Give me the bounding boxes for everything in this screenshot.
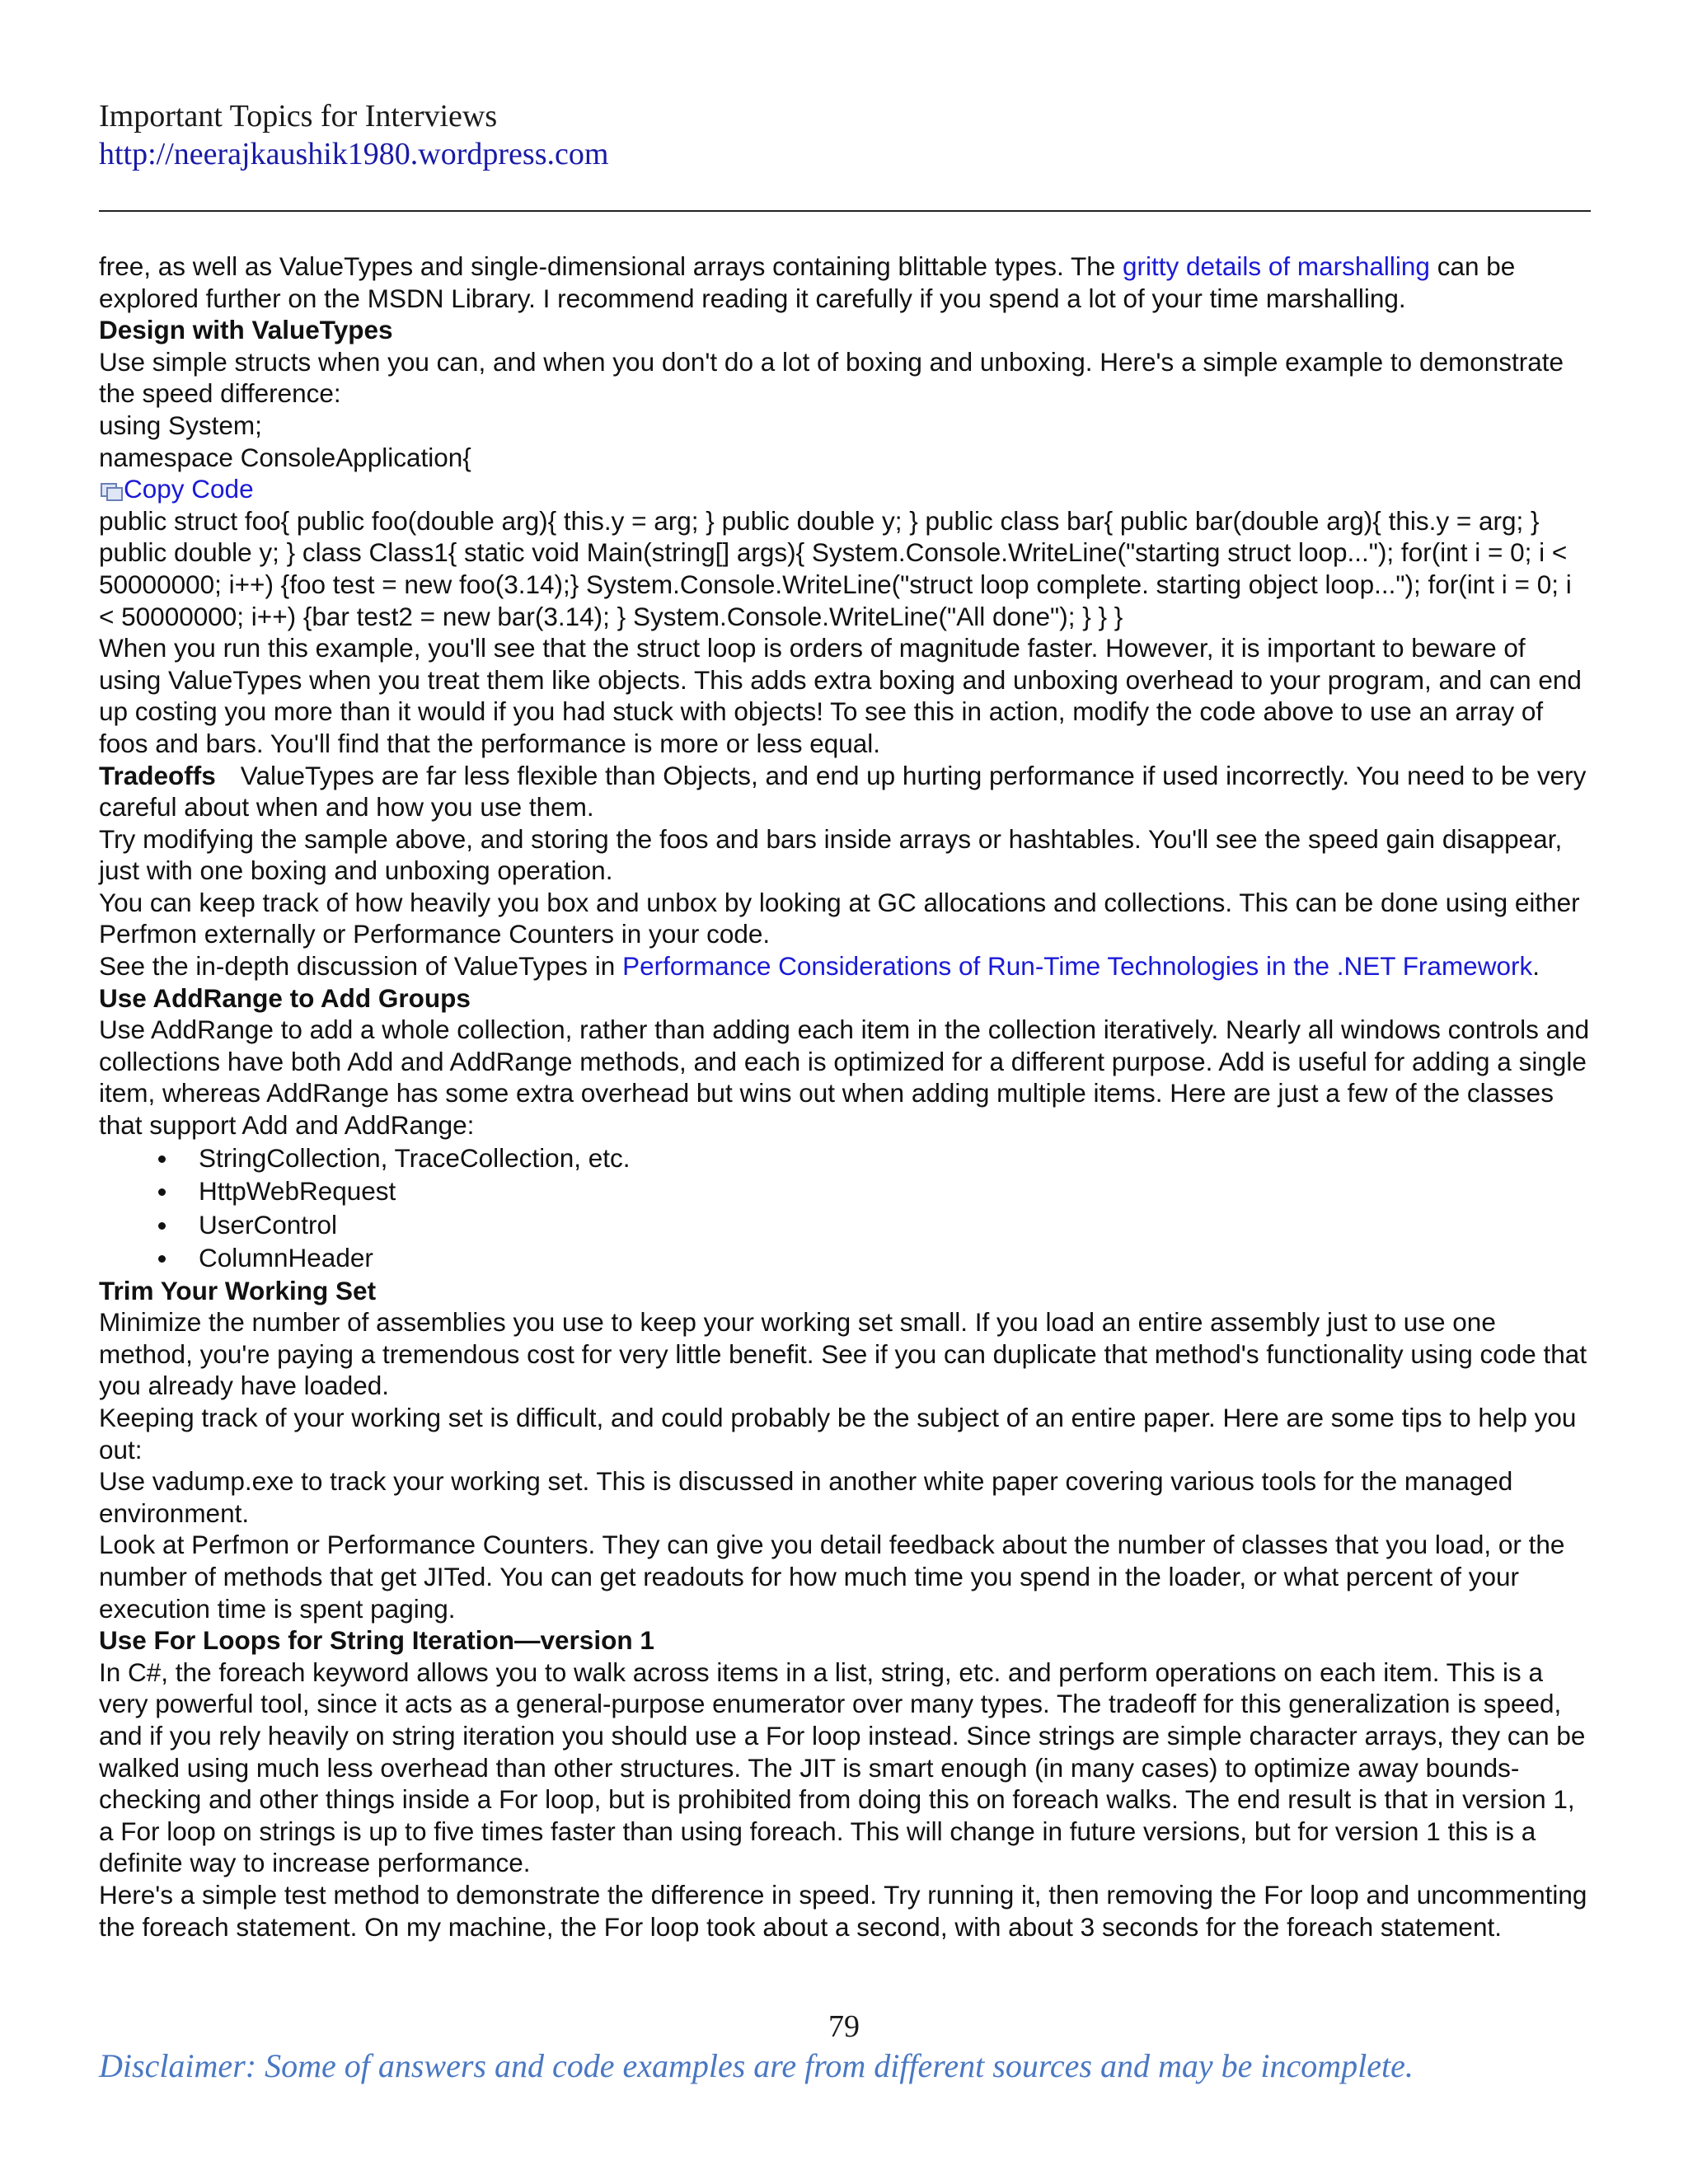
heading-design-with-valuetypes: Design with ValueTypes [99,315,393,345]
paragraph-structs: Use simple structs when you can, and when you don't do a lot of boxing and unboxing. Here's a simple example to demonstrate the speed difference: [99,346,1564,409]
heading-use-addrange: Use AddRange to Add Groups [99,982,471,1013]
copy-code-label: Copy Code [124,474,254,504]
document-body [99,251,1591,1943]
bullet-icon [158,1188,166,1196]
paragraph-tradeoffs: Tradeoffs ValueTypes are far less flexible than Objects, and end up hurting performance if used incorrectly. You need to be very careful about when and how you use them. [99,760,1587,823]
tradeoffs-label: Tradeoffs [99,760,216,790]
paragraph-keeping-track: Keeping track of your working set is difficult, and could probably be the subject of an entire paper. Here are some tips to help you out: [99,1403,1577,1465]
paragraph-foreach: In C#, the foreach keyword allows you to walk across items in a list, string, etc. and perform operations on each item. This is a very powerful tool, since it acts as a general-purpose enumerator over many types. The tradeoff for this generalization is speed, and if you rely heavily on string iteration you should use a For loop instead. Since strings are simple character arrays, they can be walked using much less overhead than other structures. The JIT is smart enough (in many cases) to optimize away bounds-checking and other things inside a For loop, but is prohibited from doing this on foreach walks. The end result is that in version 1, a For loop on strings is up to five times faster than using foreach. This will change in future versions, but for version 1 this is a definite way to increase performance. [99,1657,1586,1878]
code-namespace-line: namespace ConsoleApplication{ [99,442,471,472]
copy-code-button[interactable] [99,473,1591,505]
heading-for-loops: Use For Loops for String Iteration—version 1 [99,1625,654,1656]
paragraph-marshalling: free, as well as ValueTypes and single-dimensional arrays containing blittable types. The gritty details of marshalling can be explored further on the MSDN Library. I recommend reading it carefully if you spend a lot of your time marshalling. [99,251,1516,313]
list-item: UserControl [99,1208,1591,1242]
bullet-icon [158,1255,166,1263]
paragraph-keep-track: You can keep track of how heavily you box and unbox by looking at GC allocations and collections. This can be done using either Perfmon externally or Performance Counters in your code. [99,887,1580,949]
header-divider [99,210,1591,212]
paragraph-struct-loop-result: When you run this example, you'll see that the struct loop is orders of magnitude faster. However, it is important to beware of using ValueTypes when you treat them like objects. This adds extra boxing and unboxing overhead to your program, and can end up costing you more than it would if you had stuck with objects! To see this in action, modify the code above to use an array of foos and bars. You'll find that the performance is more or less equal. [99,633,1582,758]
bullet-icon [158,1222,166,1230]
addrange-class-list [99,1141,1591,1275]
paragraph-see-discussion: See the in-depth discussion of ValueTypes in Performance Considerations of Run-Time Technologies in the .NET Framework. [99,951,1540,982]
header-url-link[interactable]: http://neerajkaushik1980.wordpress.com [99,137,609,171]
paragraph-perfmon: Look at Perfmon or Performance Counters. They can give you detail feedback about the number of classes that you load, or the number of methods that get JITed. You can get readouts for how much time you spend in the loader, or what percent of your execution time is spent paging. [99,1530,1565,1624]
header-title: Important Topics for Interviews [99,99,498,134]
code-sample-body: public struct foo{ public foo(double arg){ this.y = arg; } public double y; } public class bar{ public bar(double arg){ this.y = arg; } public double y; } class Class1{ static void Main(string[] args){ System.Console.WriteLine("starting struct loop..."); for(int i = 0; i < 50000000; i++) {foo test = new foo(3.14);} System.Console.WriteLine("struct loop complete. starting object loop..."); for(int i = 0; i < 50000000; i++) {bar test2 = new bar(3.14); } System.Console.WriteLine("All done"); } } } [99,505,1572,631]
paragraph-test-method: Here's a simple test method to demonstrate the difference in speed. Try running it, then removing the For loop and uncommenting the foreach statement. On my machine, the For loop took about a second, with about 3 seconds for the foreach statement. [99,1879,1587,1942]
marshalling-link[interactable]: gritty details of marshalling [1123,251,1430,281]
paragraph-vadump: Use vadump.exe to track your working set. This is discussed in another white paper covering various tools for the managed environment. [99,1466,1513,1528]
performance-considerations-link[interactable]: Performance Considerations of Run-Time Technologies in the .NET Framework [622,951,1533,982]
page-header [99,97,1591,173]
disclaimer-footer: Disclaimer: Some of answers and code examples are from different sources and may be incomplete. [99,2047,1414,2084]
list-item: StringCollection, TraceCollection, etc. [99,1141,1591,1175]
page-number: 79 [828,2009,860,2044]
bullet-icon [158,1155,166,1163]
paragraph-addrange: Use AddRange to add a whole collection, rather than adding each item in the collection iteratively. Nearly all windows controls and collections have both Add and AddRange methods, and each is optimized for a different purpose. Add is useful for adding a single item, whereas AddRange has some extra overhead but wins out when adding multiple items. Here are just a few of the classes that support Add and AddRange: [99,1015,1590,1141]
code-using-line: using System; [99,410,262,440]
copy-icon [99,483,122,499]
paragraph-try-modifying: Try modifying the sample above, and storing the foos and bars inside arrays or hashtables. You'll see the speed gain disappear, just with one boxing and unboxing operation. [99,823,1563,886]
paragraph-minimize-assemblies: Minimize the number of assemblies you use to keep your working set small. If you load an entire assembly just to use one method, you're paying a tremendous cost for very little benefit. See if you can duplicate that method's functionality using code that you already have loaded. [99,1307,1587,1401]
heading-trim-working-set: Trim Your Working Set [99,1275,377,1305]
list-item: ColumnHeader [99,1241,1591,1275]
list-item: HttpWebRequest [99,1174,1591,1208]
